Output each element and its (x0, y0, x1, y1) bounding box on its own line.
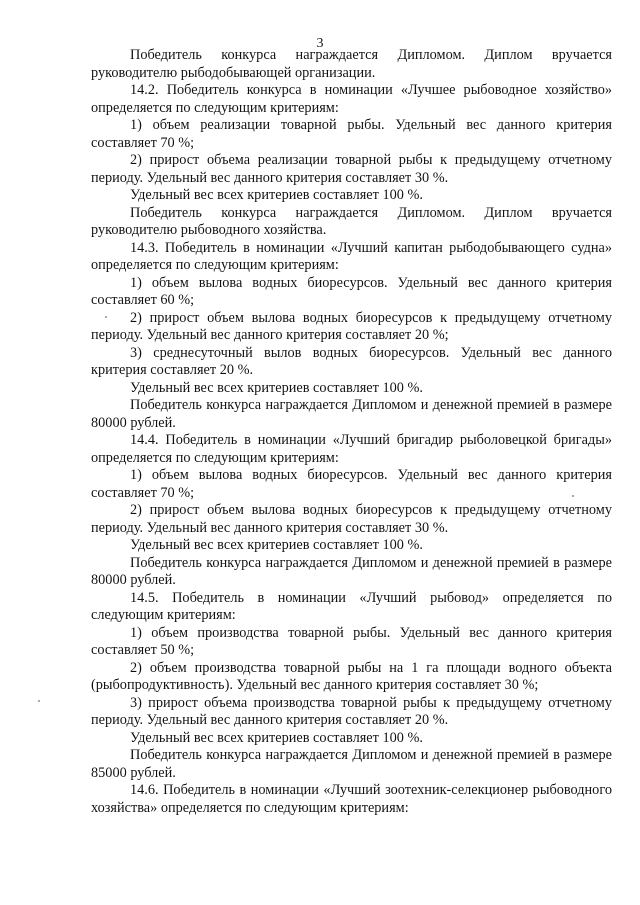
paragraph-14-3-heading: 14.3. Победитель в номинации «Лучший капитан рыбодобывающего судна» определяется по следующим критериям: (91, 239, 612, 273)
paragraph-14-2-heading: 14.2. Победитель конкурса в номинации «Лучшее рыбоводное хозяйство» определяется по следующим критериям: (91, 82, 612, 116)
criterion-14-5-1: 1) объем производства товарной рыбы. Удельный вес данного критерия составляет 50 %; (91, 624, 612, 658)
paragraph-14-5-heading: 14.5. Победитель в номинации «Лучший рыбовод» определяется по следующим критериям: (91, 589, 612, 623)
paragraph-diploma-fishing-org: Победитель конкурса награждается Дипломом. Диплом вручается руководителю рыбодобывающей организации. (91, 47, 612, 81)
criterion-14-3-3: 3) среднесуточный вылов водных биоресурсов. Удельный вес данного критерия составляет 20 %. (91, 344, 612, 378)
document-body (91, 47, 612, 817)
criterion-14-5-3: 3) прирост объема производства товарной рыбы к предыдущему отчетному периоду. Удельный вес данного критерия составляет 20 %. (91, 694, 612, 728)
award-14-3: Победитель конкурса награждается Дипломом и денежной премией в размере 80000 рублей. (91, 397, 612, 431)
criterion-14-3-2: 2) прирост объем вылова водных биоресурсов к предыдущему отчетному периоду. Удельный вес данного критерия составляет 20 %; (91, 309, 612, 343)
criterion-14-4-2: 2) прирост объем вылова водных биоресурсов к предыдущему отчетному периоду. Удельный вес данного критерия составляет 30 %. (91, 502, 612, 536)
scan-speck (105, 316, 107, 318)
total-weight-14-5: Удельный вес всех критериев составляет 100 %. (130, 729, 423, 746)
scan-speck (38, 700, 40, 702)
scan-speck (572, 495, 574, 497)
criterion-14-3-1: 1) объем вылова водных биоресурсов. Удельный вес данного критерия составляет 60 %; (91, 274, 612, 308)
paragraph-14-6-heading: 14.6. Победитель в номинации «Лучший зоотехник-селекционер рыбоводного хозяйства» определяется по следующим критериям: (91, 782, 612, 816)
page-number: 3 (316, 36, 324, 51)
criterion-14-2-1: 1) объем реализации товарной рыбы. Удельный вес данного критерия составляет 70 %; (91, 117, 612, 151)
total-weight-14-4: Удельный вес всех критериев составляет 100 %. (130, 537, 423, 553)
criterion-14-4-1: 1) объем вылова водных биоресурсов. Удельный вес данного критерия составляет 70 %; (91, 467, 612, 501)
total-weight-14-3: Удельный вес всех критериев составляет 100 %. (130, 379, 423, 396)
total-weight-14-2: Удельный вес всех критериев составляет 100 %. (130, 187, 423, 203)
award-14-5: Победитель конкурса награждается Дипломом и денежной премией в размере 85000 рублей. (91, 747, 612, 781)
paragraph-14-4-heading: 14.4. Победитель в номинации «Лучший бригадир рыболовецкой бригады» определяется по следующим критериям: (91, 432, 612, 466)
award-14-2: Победитель конкурса награждается Дипломом. Диплом вручается руководителю рыбоводного хозяйства. (91, 204, 612, 238)
criterion-14-2-2: 2) прирост объема реализации товарной рыбы к предыдущему отчетному периоду. Удельный вес данного критерия составляет 30 %. (91, 152, 612, 186)
criterion-14-5-2: 2) объем производства товарной рыбы на 1 га площади водного объекта (рыбопродуктивность). Удельный вес данного критерия составляет 30 %; (91, 659, 612, 693)
award-14-4: Победитель конкурса награждается Дипломом и денежной премией в размере 80000 рублей. (91, 554, 612, 588)
